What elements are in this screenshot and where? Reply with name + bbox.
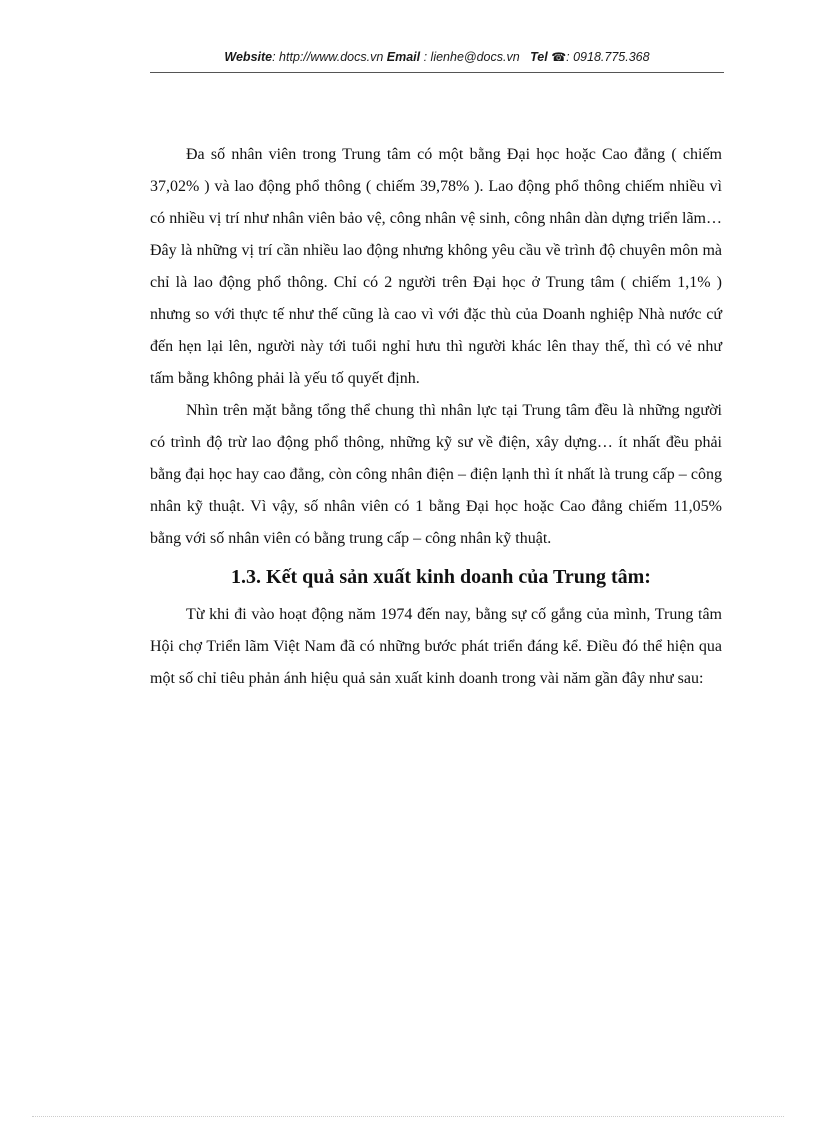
email-label: Email — [386, 50, 421, 64]
header-divider — [150, 72, 724, 73]
website-value: : http://www.docs.vn — [272, 50, 384, 64]
tel-value: : 0918.775.368 — [566, 50, 650, 64]
email-value: : lienhe@docs.vn — [420, 50, 520, 64]
website-label: Website — [224, 50, 273, 64]
section-heading: 1.3. Kết quả sản xuất kinh doanh của Trung tâm: — [231, 566, 651, 588]
document-body — [150, 139, 722, 695]
paragraph-3: Từ khi đi vào hoạt động năm 1974 đến nay, bằng sự cố gắng của mình, Trung tâm Hội chợ Triển lãm Việt Nam đã có những bước phát triển đáng kể. Điều đó thể hiện qua một số chỉ tiêu phản ánh hiệu quả sản xuất kinh doanh trong vài năm gần đây như sau: — [150, 606, 722, 687]
paragraph-1: Đa số nhân viên trong Trung tâm có một bằng Đại học hoặc Cao đẳng ( chiếm 37,02% ) và lao động phổ thông ( chiếm 39,78% ). Lao động phổ thông chiếm nhiều vì có nhiều vị trí như nhân viên bảo vệ, công nhân vệ sinh, công nhân dàn dựng triển lãm… Đây là những vị trí cần nhiều lao động nhưng không yêu cầu về trình độ chuyên môn mà chỉ là lao động phổ thông. Chỉ có 2 người trên Đại học ở Trung tâm ( chiếm 1,1% ) nhưng so với thực tế như thế cũng là cao vì với đặc thù của Doanh nghiệp Nhà nước cứ đến hẹn lại lên, người này tới tuổi nghỉ hưu thì người khác lên thay thế, thì có vẻ như tấm bằng không phải là yếu tố quyết định. — [150, 146, 722, 387]
tel-label: Tel — [530, 50, 548, 64]
phone-icon: ☎ — [551, 50, 567, 64]
footer-divider — [32, 1116, 784, 1117]
page-header — [150, 50, 724, 64]
paragraph-2: Nhìn trên mặt bằng tổng thể chung thì nhân lực tại Trung tâm đều là những người có trình độ trừ lao động phổ thông, những kỹ sư về điện, xây dựng… ít nhất đều phải bằng đại học hay cao đẳng, còn công nhân điện – điện lạnh thì ít nhất là trung cấp – công nhân kỹ thuật. Vì vậy, số nhân viên có 1 bằng Đại học hoặc Cao đẳng chiếm 11,05% bằng với số nhân viên có bằng trung cấp – công nhân kỹ thuật. — [150, 402, 722, 547]
